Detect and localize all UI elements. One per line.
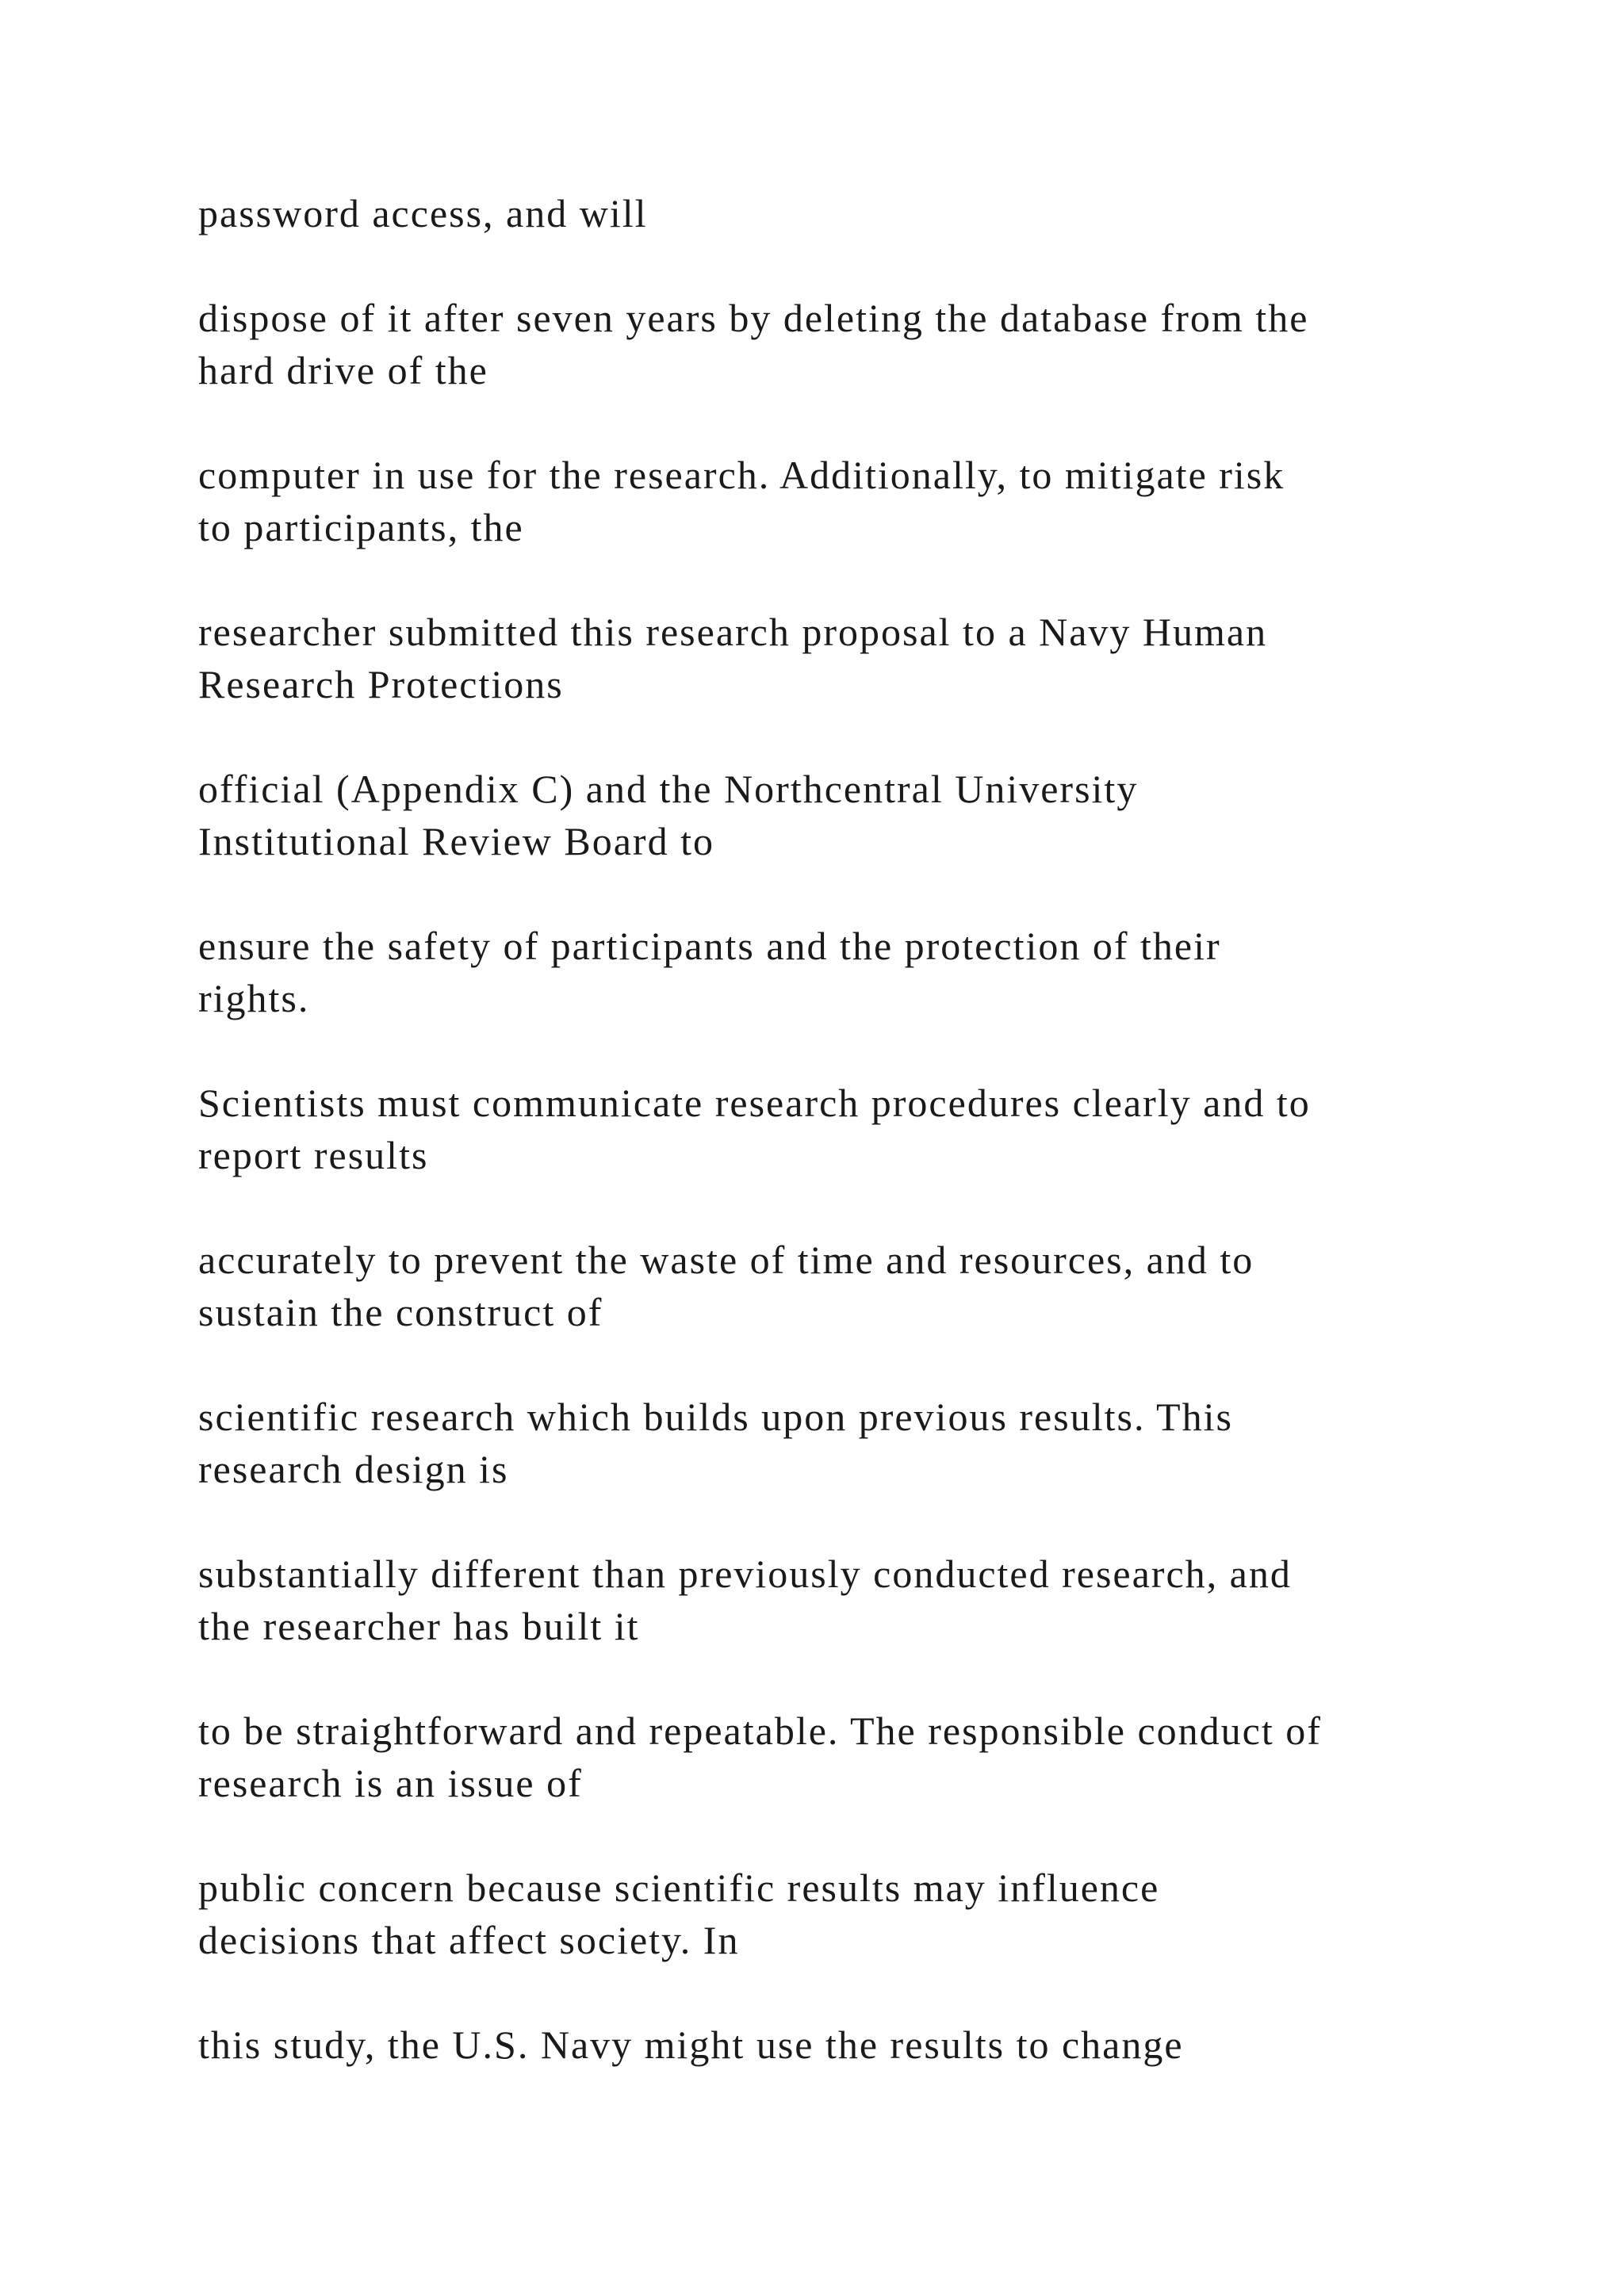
paragraph [198,1077,1499,1181]
paragraph [198,1234,1499,1338]
text-line: decisions that affect society. In [198,1918,740,1962]
text-line: Scientists must communicate research procedures clearly and to [198,1081,1311,1125]
text-line: this study, the U.S. Navy might use the results to change [198,2022,1184,2067]
text-line: report results [198,1133,429,1177]
paragraph [198,920,1499,1024]
text-line: accurately to prevent the waste of time and resources, and to [198,1238,1254,1282]
text-line: official (Appendix C) and the Northcentral University [198,767,1139,811]
text-line: rights. [198,976,310,1020]
text-line: Institutional Review Board to [198,819,714,863]
text-line: scientific research which builds upon previous results. This [198,1395,1233,1439]
text-line: research is an issue of [198,1761,583,1805]
paragraph [198,187,1499,239]
text-line: ensure the safety of participants and the protection of their [198,924,1221,968]
paragraph [198,1391,1499,1495]
paragraph [198,1548,1499,1652]
text-line: substantially different than previously conducted research, and [198,1552,1292,1596]
text-line: public concern because scientific results may influence [198,1866,1160,1910]
paragraph [198,1862,1499,1966]
text-line: to participants, the [198,505,524,549]
text-line: to be straightforward and repeatable. The responsible conduct of [198,1709,1322,1753]
paragraph [198,1705,1499,1809]
paragraph [198,449,1499,553]
text-line: Research Protections [198,662,564,706]
paragraph [198,763,1499,867]
text-line: sustain the construct of [198,1290,603,1334]
paragraph [198,2019,1499,2071]
text-line: computer in use for the research. Additionally, to mitigate risk [198,453,1285,497]
text-line: dispose of it after seven years by deleting the database from the [198,296,1309,340]
paragraph [198,606,1499,710]
paragraph [198,292,1499,396]
text-line: password access, and will [198,191,648,235]
text-line: researcher submitted this research proposal to a Navy Human [198,610,1268,654]
body-text [198,187,1499,2123]
text-line: hard drive of the [198,348,488,392]
text-line: the researcher has built it [198,1604,640,1648]
text-line: research design is [198,1447,509,1491]
